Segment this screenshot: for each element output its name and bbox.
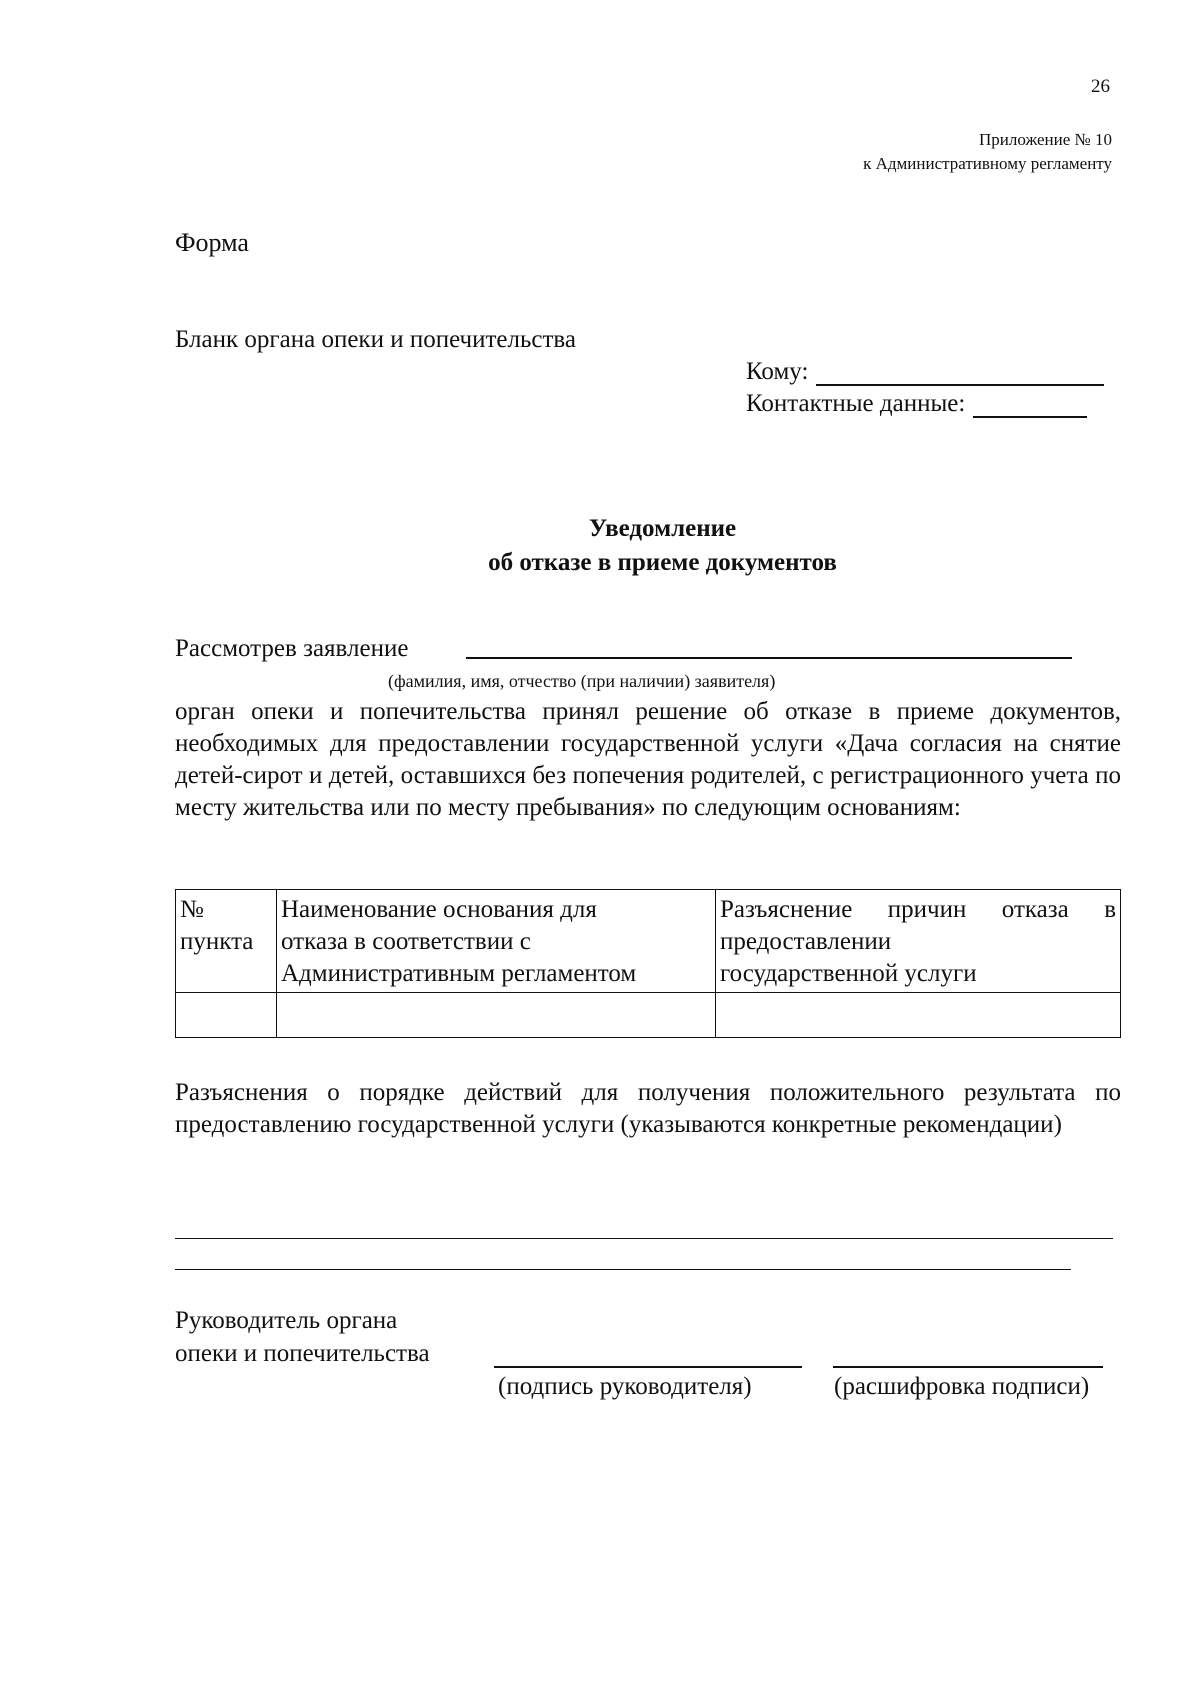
considered-application-label: Рассмотрев заявление bbox=[175, 635, 409, 662]
annex-number: Приложение № 10 bbox=[979, 130, 1112, 149]
recipient-contacts-field bbox=[746, 390, 1087, 418]
empty-cell-item-number[interactable] bbox=[176, 993, 277, 1038]
empty-cell-ground-name[interactable] bbox=[277, 993, 716, 1038]
signature-caption: (подпись руководителя) bbox=[498, 1373, 752, 1400]
recipient-contacts-label: Контактные данные: bbox=[746, 390, 966, 417]
recipient-to-label: Кому: bbox=[746, 358, 809, 385]
refusal-grounds-table bbox=[175, 889, 1121, 1038]
recipient-to-blank[interactable] bbox=[816, 358, 1104, 386]
applicant-name-blank[interactable] bbox=[466, 657, 1072, 659]
header-cell-item-number: № пункта bbox=[176, 890, 277, 993]
explanation-paragraph: Разъяснения о порядке действий для получения положительного результата по предоставлению государственной услуги (указываются конкретные рекомендации) bbox=[175, 1079, 1121, 1138]
table-row bbox=[176, 993, 1121, 1038]
header-cell-ground-name: Наименование основания для отказа в соответствии с Административным регламентом bbox=[277, 890, 716, 993]
signature-decode-caption: (расшифровка подписи) bbox=[834, 1373, 1090, 1400]
decision-paragraph: орган опеки и попечительства принял решение об отказе в приеме документов, необходимых для предоставлении государственной услуги «Дача согласия на снятие детей-сирот и детей, оставшихся без попечения родителей, с регистрационного учета по месту жительства или по месту пребывания» по следующим основаниям: bbox=[175, 698, 1121, 821]
signature-blank[interactable] bbox=[494, 1366, 802, 1368]
table-header-row bbox=[176, 890, 1121, 993]
empty-cell-explanation[interactable] bbox=[716, 993, 1121, 1038]
recommendation-blank-line-1[interactable] bbox=[175, 1238, 1113, 1239]
document-title bbox=[0, 512, 1200, 580]
title-line-2: об отказе в приеме документов bbox=[488, 549, 837, 576]
title-line-1: Уведомление bbox=[588, 515, 737, 542]
head-title-line-1: Руководитель органа bbox=[175, 1307, 398, 1334]
annex-reference bbox=[863, 128, 1112, 176]
signature-decode-blank[interactable] bbox=[833, 1366, 1103, 1368]
header-cell-explanation: Разъяснение причин отказа в предоставлении государственной услуги bbox=[716, 890, 1121, 993]
applicant-name-caption: (фамилия, имя, отчество (при наличии) заявителя) bbox=[388, 671, 776, 691]
head-title-line-2: опеки и попечительства bbox=[175, 1340, 430, 1367]
recipient-contacts-blank[interactable] bbox=[973, 390, 1087, 418]
org-blank-label: Бланк органа опеки и попечительства bbox=[175, 326, 577, 353]
annex-regulation: к Административному регламенту bbox=[863, 154, 1112, 173]
page-number: 26 bbox=[1091, 76, 1110, 97]
form-label: Форма bbox=[175, 228, 249, 257]
recommendation-blank-line-2[interactable] bbox=[175, 1269, 1071, 1270]
recipient-to-field bbox=[746, 358, 1104, 386]
